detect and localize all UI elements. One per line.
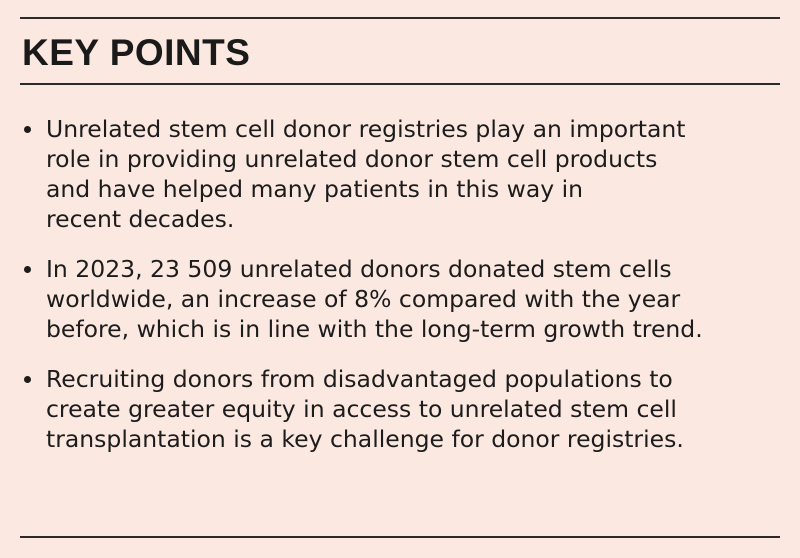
key-point-2 bbox=[22, 254, 772, 344]
key-point-3 bbox=[22, 364, 772, 454]
key-point-2-line-2: worldwide, an increase of 8% compared with the year bbox=[46, 285, 681, 313]
key-point-1-line-2: role in providing unrelated donor stem cell products bbox=[46, 145, 658, 173]
key-point-3-line-2: create greater equity in access to unrelated stem cell bbox=[46, 395, 677, 423]
bullet-icon bbox=[24, 376, 31, 383]
bullet-icon bbox=[24, 266, 31, 273]
key-point-1-line-4: recent decades. bbox=[46, 205, 235, 233]
key-point-3-line-1: Recruiting donors from disadvantaged populations to bbox=[46, 365, 673, 393]
key-point-1-line-1: Unrelated stem cell donor registries play an important bbox=[46, 115, 686, 143]
key-point-3-line-3: transplantation is a key challenge for donor registries. bbox=[46, 425, 684, 453]
key-point-1 bbox=[22, 114, 772, 234]
key-point-2-line-1: In 2023, 23 509 unrelated donors donated stem cells bbox=[46, 255, 672, 283]
heading-divider bbox=[20, 83, 780, 85]
top-divider bbox=[20, 17, 780, 19]
key-point-1-line-3: and have helped many patients in this way in bbox=[46, 175, 584, 203]
key-points-list bbox=[22, 114, 772, 454]
key-points-heading: KEY POINTS bbox=[22, 32, 251, 73]
bullet-icon bbox=[24, 126, 31, 133]
bottom-divider bbox=[20, 536, 780, 538]
key-point-2-line-3: before, which is in line with the long-term growth trend. bbox=[46, 315, 703, 343]
